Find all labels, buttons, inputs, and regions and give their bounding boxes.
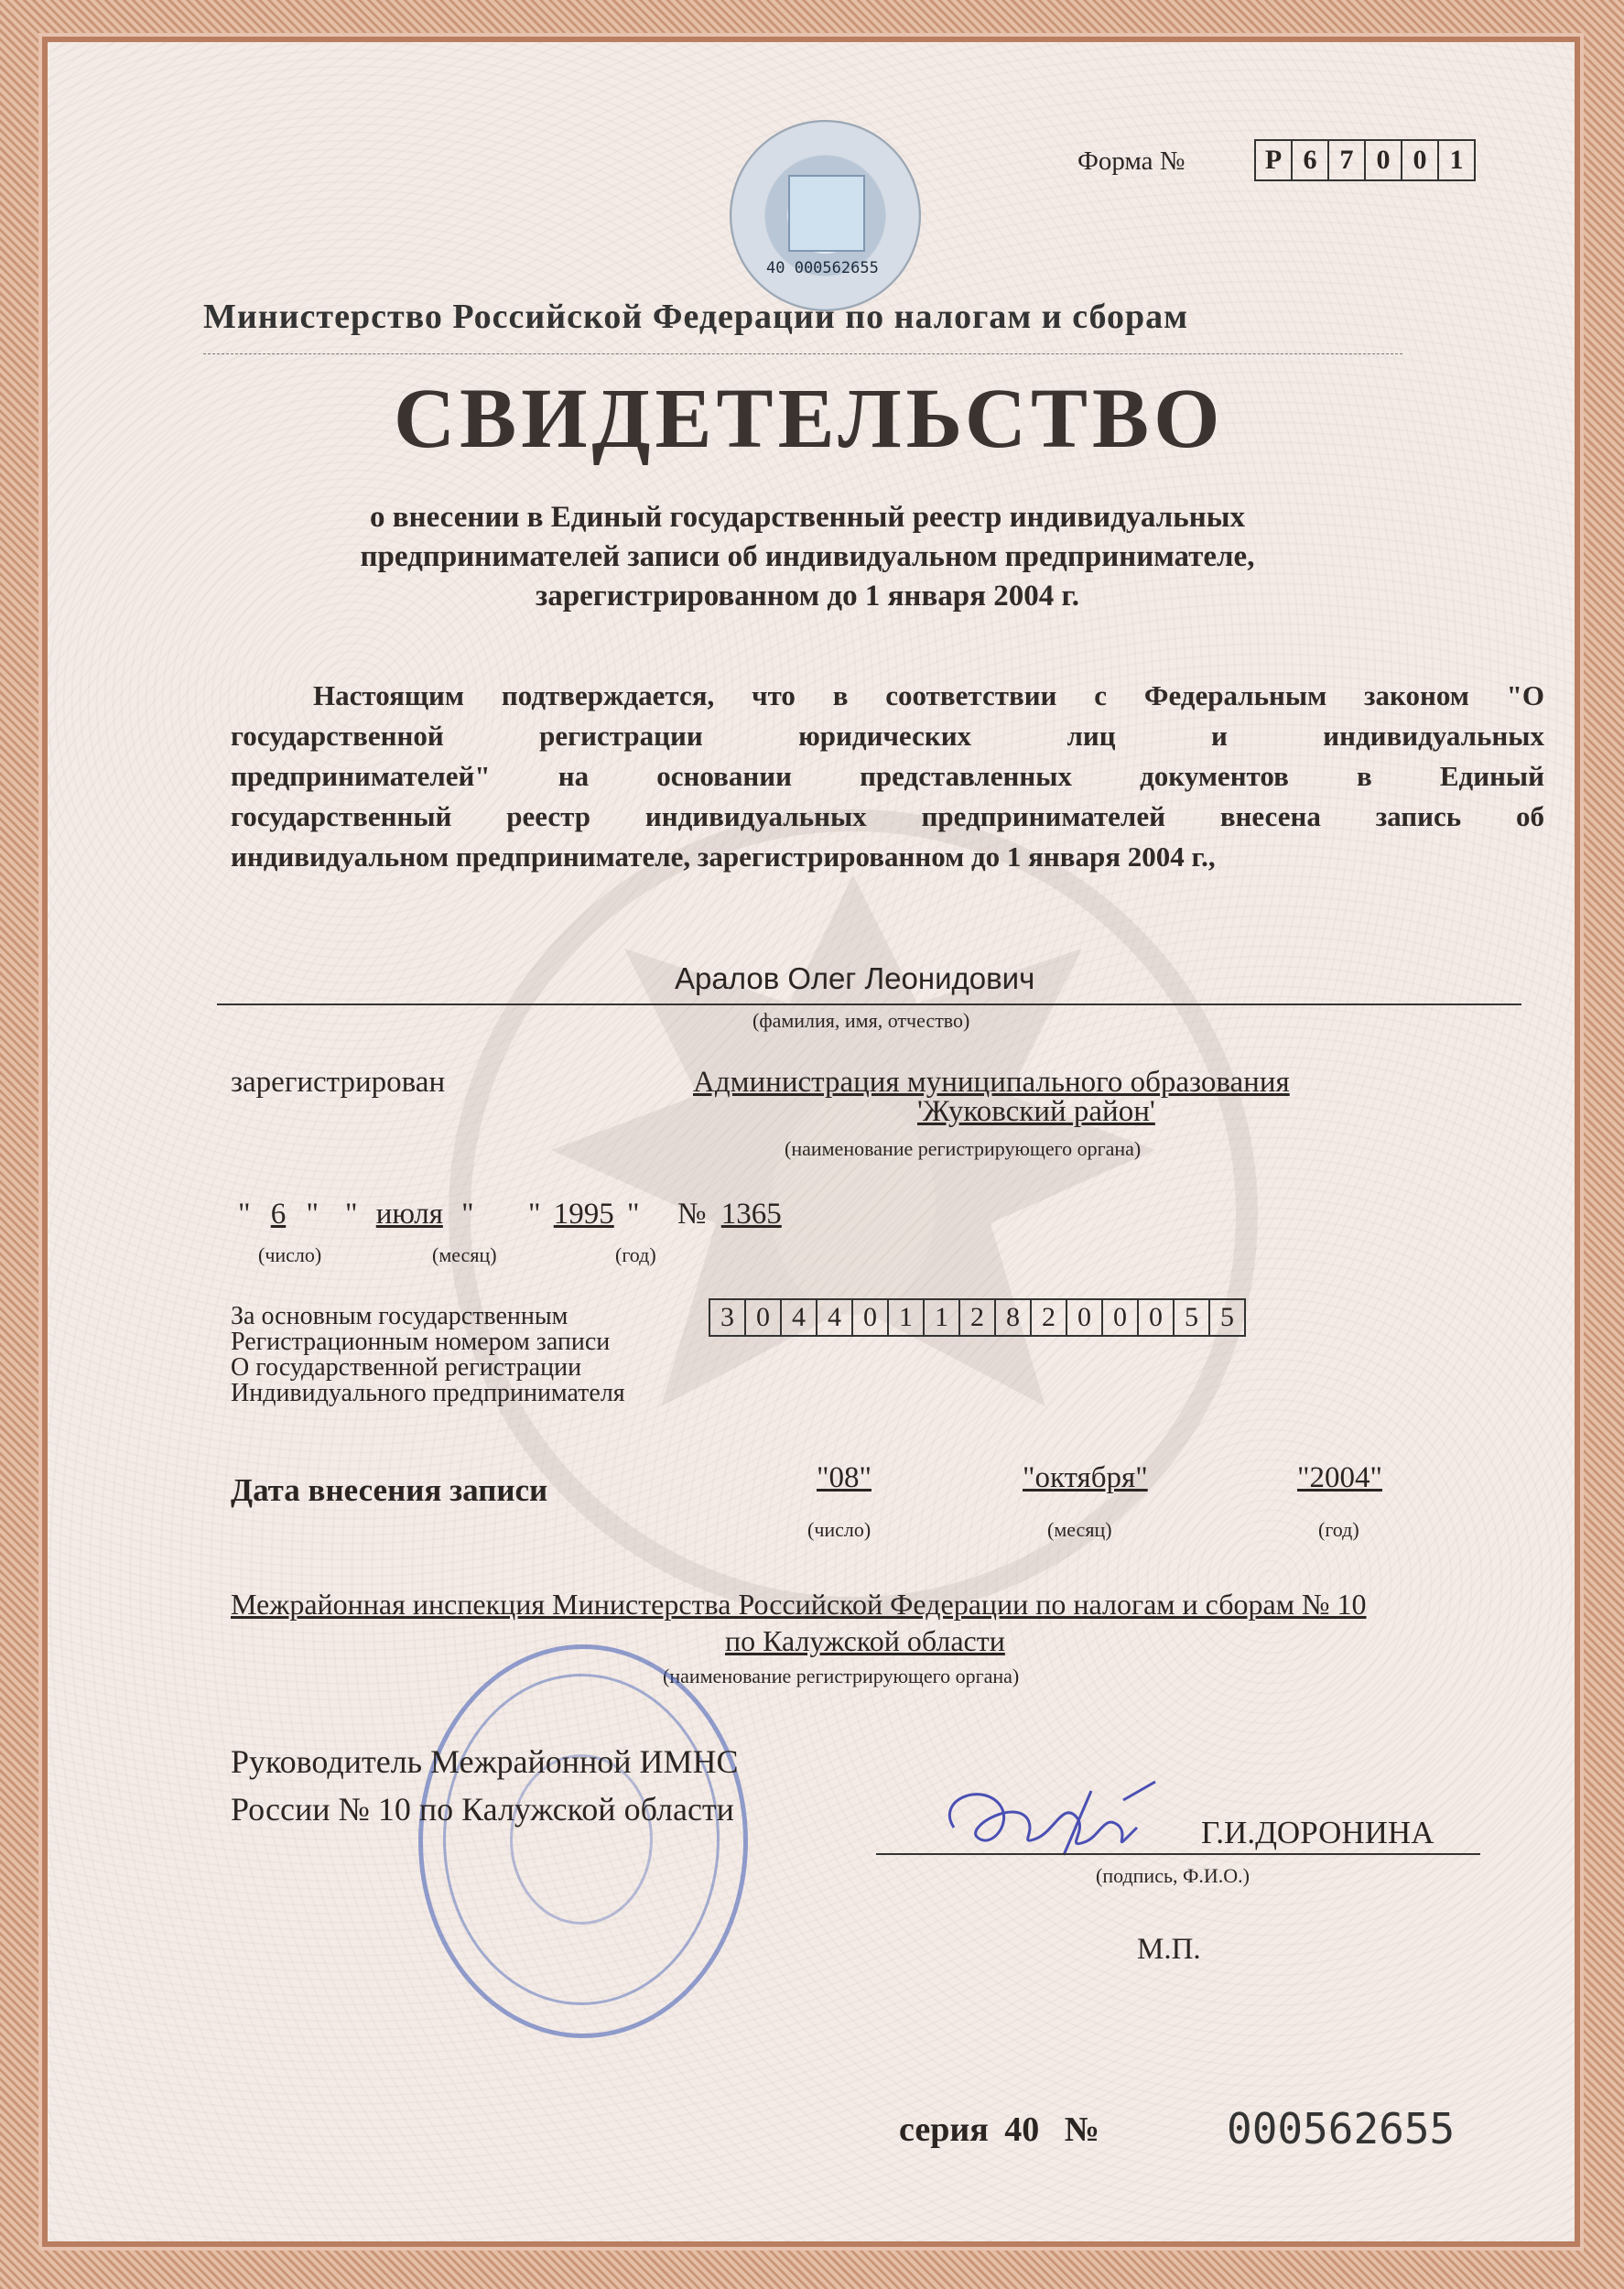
series-label [899,2110,1099,2150]
body-line: Настоящим подтверждается, что в соответствии с Федеральным законом "О [313,679,1544,711]
series-number: 40 [1004,2110,1040,2149]
registered-label: зарегистрирован [231,1066,446,1099]
ogrnip-digit: 1 [887,1298,925,1337]
hologram-seal [730,120,921,311]
certificate-paper [48,42,1575,2241]
inspection-line1: Межрайонная инспекция Министерства Российской Федерации по налогам и сборам № 10 [231,1588,1367,1621]
form-label: Форма № [1077,146,1186,176]
series-text: серия [899,2110,989,2149]
quote-mark: " [626,1198,640,1231]
entry-caption-day: (число) [807,1518,872,1541]
form-code-char: Р [1254,139,1293,181]
body-line: государственной регистрации юридических лиц и индивидуальных [231,720,1544,752]
ogrnip-digit: 0 [1137,1298,1175,1337]
caption-year: (год) [615,1243,656,1266]
hologram-number: 40 000562655 [766,259,879,277]
quote-mark: " [306,1198,319,1231]
subtitle-line: предпринимателей записи об индивидуальном предпринимателе, [360,540,1255,573]
inspection-caption: (наименование регистрирующего органа) [663,1665,1020,1687]
ogrnip-digit: 2 [1030,1298,1067,1337]
caption-month: (месяц) [432,1243,497,1266]
stamp-place-mark: М.П. [1137,1933,1201,1966]
reg-month-value: июля [375,1198,443,1231]
ogrnip-digit: 0 [1066,1298,1103,1337]
ogrnip-digit: 0 [744,1298,782,1337]
reg-month [345,1198,474,1231]
ogrnip-digit: 1 [923,1298,960,1337]
reg-year [528,1198,639,1231]
form-code-char: 1 [1437,139,1476,181]
form-code-char: 0 [1401,139,1439,181]
certificate-serial-number: 000562655 [1227,2104,1456,2153]
ogrnip-digit: 4 [780,1298,817,1337]
form-code-char: 0 [1364,139,1402,181]
organ-caption: (наименование регистрирующего органа) [785,1137,1142,1160]
signatory-title-line: России № 10 по Калужской области [231,1791,734,1828]
ogrnip-digit: 4 [816,1298,853,1337]
quote-mark: " [345,1198,358,1231]
entry-year: "2004" [1297,1461,1382,1494]
form-code [1256,139,1476,181]
ogrnip-label-line: О государственной регистрации [231,1353,582,1382]
reg-day [238,1198,319,1231]
emblem-icon [788,175,865,252]
entry-date-label: Дата внесения записи [231,1472,548,1508]
document-subtitle [185,498,1430,616]
entry-caption-month: (месяц) [1047,1518,1112,1541]
caption-day: (число) [258,1243,322,1266]
signature-caption: (подпись, Ф.И.О.) [1096,1864,1250,1887]
ogrnip-digit: 5 [1173,1298,1210,1337]
name-caption: (фамилия, имя, отчество) [752,1009,970,1032]
ogrnip-label-line: Индивидуального предпринимателя [231,1379,625,1407]
form-code-char: 6 [1291,139,1329,181]
body-paragraph [231,676,1544,877]
quote-mark: " [461,1198,474,1231]
signature-line [876,1853,1480,1855]
series-no-sign: № [1064,2110,1099,2149]
body-line: индивидуальном предпринимателе, зарегистрированном до 1 января 2004 г., [231,841,1216,873]
ogrnip-digit: 0 [1101,1298,1139,1337]
entry-caption-year: (год) [1318,1518,1359,1541]
document-title: СВИДЕТЕЛЬСТВО [394,372,1225,466]
ministry-name: Министерство Российской Федерации по налогам и сборам [203,298,1189,336]
name-line [217,1003,1521,1005]
quote-mark: " [238,1198,251,1231]
signatory-title-line: Руководитель Межрайонной ИМНС [231,1743,739,1780]
entry-day: "08" [817,1461,872,1494]
form-code-char: 7 [1327,139,1366,181]
ogrnip-digit: 8 [994,1298,1032,1337]
body-line: государственный реестр индивидуальных предпринимателей внесена запись об [231,800,1544,832]
ogrnip-number [710,1298,1246,1337]
subtitle-line: о внесении в Единый государственный реестр индивидуальных [370,501,1245,534]
person-name: Аралов Олег Леонидович [675,961,1035,995]
quote-mark: " [528,1198,541,1231]
ogrnip-digit: 0 [851,1298,889,1337]
reg-number [677,1198,782,1231]
reg-year-value: 1995 [553,1198,614,1231]
reg-day-value: 6 [270,1198,287,1231]
ogrnip-label [231,1304,625,1406]
ogrnip-digit: 2 [958,1298,996,1337]
signatory-title [231,1738,739,1833]
header-rule [203,353,1402,354]
signatory-name: Г.И.ДОРОНИНА [1201,1815,1435,1850]
ogrnip-digit: 3 [709,1298,746,1337]
reg-number-value: 1365 [720,1198,782,1231]
number-sign: № [677,1198,707,1231]
body-line: предпринимателей" на основании представленных документов в Единый [231,760,1544,792]
inspection-line2: по Калужской области [725,1624,1005,1657]
ogrnip-digit: 5 [1208,1298,1246,1337]
registering-organ-line1: Администрация муниципального образования [693,1066,1290,1099]
entry-month: "октября" [1023,1461,1148,1494]
ogrnip-label-line: За основным государственным [231,1302,568,1330]
registering-organ-line2: 'Жуковский район' [917,1095,1155,1128]
subtitle-line: зарегистрированном до 1 января 2004 г. [536,580,1079,613]
ogrnip-label-line: Регистрационным номером записи [231,1328,611,1356]
